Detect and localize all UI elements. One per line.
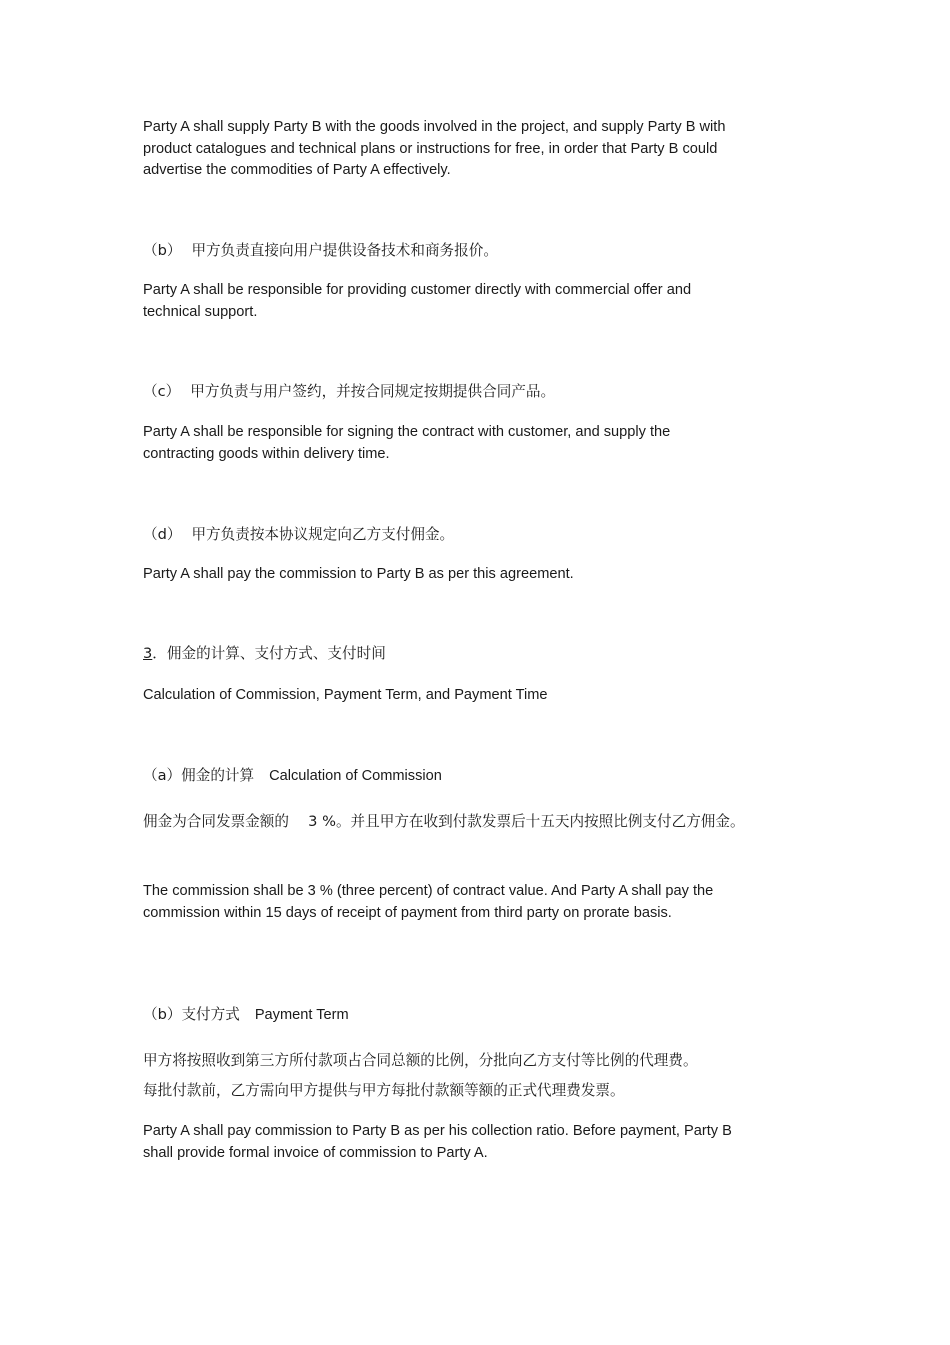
subsection-a-english: The commission shall be 3 % (three percent) of contract value. And Party A shall pay the commission within 15 days of receipt of payment from third party on prorate basis. bbox=[143, 883, 714, 921]
subsection-b-heading bbox=[143, 1004, 763, 1027]
clause-d-english: Party A shall pay the commission to Party B as per this agreement. bbox=[143, 566, 574, 582]
subsection-a-chinese: 佣金为合同发票金额的 3 %。并且甲方在收到付款发票后十五天内按照比例支付乙方佣金。 bbox=[143, 813, 745, 830]
subsection-a-heading-english: Calculation of Commission bbox=[269, 768, 442, 784]
subsection-b-chinese-line-1: 甲方将按照收到第三方所付款项占合同总额的比例，分批向乙方支付等比例的代理费。 bbox=[143, 1052, 698, 1069]
paragraph-supply-goods: Party A shall supply Party B with the goods involved in the project, and supply Party B with product catalogues and technical plans or instructions for free, in order that Party B could advertise the commodities of Party A effectively. bbox=[143, 119, 726, 178]
clause-d-chinese bbox=[143, 524, 763, 546]
clause-c-text: 甲方负责与用户签约，并按合同规定按期提供合同产品。 bbox=[190, 383, 556, 400]
subsection-b-heading-english: Payment Term bbox=[254, 1007, 349, 1023]
subsection-b-heading-chinese: （b）支付方式 bbox=[143, 1006, 240, 1023]
clause-c-english: Party A shall be responsible for signing the contract with customer, and supply the contracting goods within delivery time. bbox=[143, 424, 671, 462]
clause-d-text: 甲方负责按本协议规定向乙方支付佣金。 bbox=[191, 526, 455, 543]
section-3-number: 3 bbox=[143, 645, 153, 662]
clause-b-english: Party A shall be responsible for providing customer directly with commercial offer and technical support. bbox=[143, 282, 692, 320]
subsection-a-heading-chinese: （a）佣金的计算 bbox=[143, 767, 255, 784]
clause-c-chinese bbox=[143, 381, 763, 403]
section-3-heading-chinese bbox=[143, 643, 763, 665]
clause-b-text: 甲方负责直接向用户提供设备技术和商务报价。 bbox=[191, 242, 498, 259]
clause-d-label: （d） bbox=[143, 526, 182, 543]
clause-b-chinese bbox=[143, 240, 763, 262]
clause-c-label: （c） bbox=[143, 383, 181, 400]
clause-b-label: （b） bbox=[143, 242, 182, 259]
section-3-heading-english: Calculation of Commission, Payment Term, and Payment Time bbox=[143, 687, 548, 703]
subsection-b-chinese-line-2: 每批付款前，乙方需向甲方提供与甲方每批付款额等额的正式代理费发票。 bbox=[143, 1082, 625, 1099]
section-3-title-chinese: ．佣金的计算、支付方式、支付时间 bbox=[152, 645, 386, 662]
subsection-a-heading bbox=[143, 765, 763, 788]
subsection-b-english: Party A shall pay commission to Party B as per his collection ratio. Before payment, Party B shall provide formal invoice of commission to Party A. bbox=[143, 1123, 732, 1161]
